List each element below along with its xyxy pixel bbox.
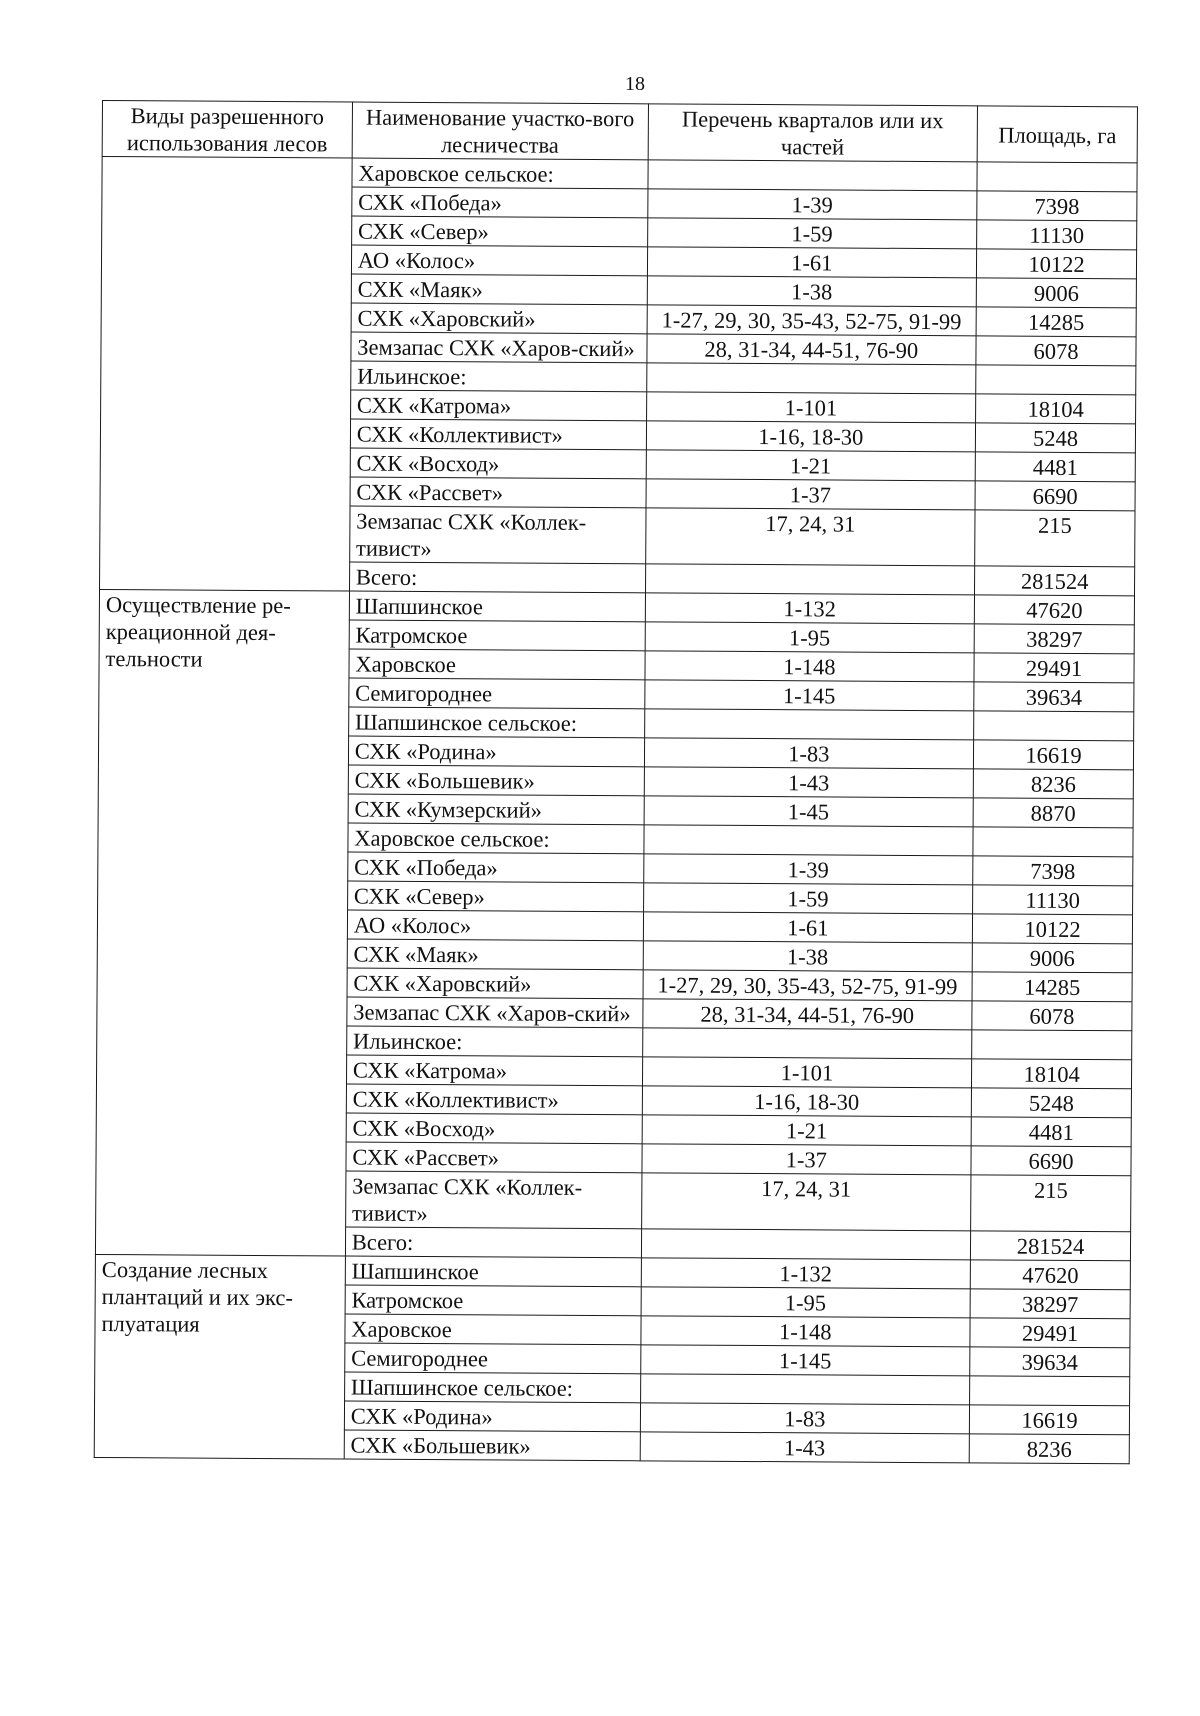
quarters-cell: 1-38 xyxy=(643,941,973,972)
quarters-cell: 1-148 xyxy=(645,651,975,682)
area-cell: 14285 xyxy=(976,307,1136,337)
quarters-cell: 1-45 xyxy=(644,796,974,827)
forestry-name-cell: Харовское xyxy=(349,649,645,680)
forestry-name-cell: Шапшинское сельское: xyxy=(344,1372,640,1403)
area-cell: 29491 xyxy=(970,1318,1130,1348)
quarters-cell: 1-21 xyxy=(642,1115,972,1146)
forestry-name-cell: Харовское xyxy=(345,1314,641,1345)
area-cell: 5248 xyxy=(971,1088,1131,1118)
forestry-name-cell: Земзапас СХК «Харов-ский» xyxy=(351,332,647,363)
forestry-name-cell: СХК «Победа» xyxy=(348,852,644,883)
forestry-name-cell: СХК «Родина» xyxy=(344,1401,640,1432)
area-cell: 29491 xyxy=(974,653,1134,683)
quarters-cell: 28, 31-34, 44-51, 76-90 xyxy=(642,999,972,1030)
area-cell: 38297 xyxy=(974,624,1134,654)
quarters-cell: 1-95 xyxy=(641,1287,971,1318)
area-cell: 18104 xyxy=(976,394,1136,424)
forestry-name-cell: СХК «Победа» xyxy=(352,187,648,218)
area-cell xyxy=(974,711,1134,741)
area-cell xyxy=(970,1376,1130,1406)
quarters-cell xyxy=(640,1374,970,1405)
quarters-cell: 1-27, 29, 30, 35-43, 52-75, 91-99 xyxy=(647,305,977,336)
forestry-name-cell: СХК «Большевик» xyxy=(344,1430,640,1461)
quarters-cell xyxy=(645,564,975,595)
forestry-name-cell: АО «Колос» xyxy=(347,910,643,941)
quarters-cell: 1-43 xyxy=(640,1432,970,1463)
area-cell: 5248 xyxy=(975,423,1135,453)
area-cell: 7398 xyxy=(977,191,1137,221)
forestry-name-cell: Всего: xyxy=(345,1227,641,1258)
area-cell: 4481 xyxy=(975,452,1135,482)
forestry-name-cell: СХК «Харовский» xyxy=(347,968,643,999)
header-area: Площадь, га xyxy=(977,106,1137,163)
area-cell: 281524 xyxy=(975,566,1135,596)
forestry-name-cell: СХК «Маяк» xyxy=(351,274,647,305)
table-row xyxy=(99,589,1134,624)
use-type-cell: Создание лесных плантаций и их экс-плуатация xyxy=(94,1254,345,1459)
quarters-cell: 1-21 xyxy=(646,450,976,481)
area-cell: 47620 xyxy=(970,1260,1130,1290)
header-use-type: Виды разрешенного использования лесов xyxy=(102,101,352,159)
page-number: 18 xyxy=(625,73,645,95)
area-cell xyxy=(973,827,1133,857)
forestry-name-cell: Шапшинское сельское: xyxy=(348,707,644,738)
table-body xyxy=(94,157,1137,1464)
area-cell: 14285 xyxy=(972,972,1132,1002)
table-row xyxy=(102,157,1137,192)
quarters-cell: 1-132 xyxy=(641,1258,971,1289)
table-header-row xyxy=(102,101,1137,163)
forestry-name-cell: Катромское xyxy=(345,1285,641,1316)
area-cell: 16619 xyxy=(974,740,1134,770)
area-cell: 281524 xyxy=(971,1231,1131,1261)
quarters-cell: 17, 24, 31 xyxy=(641,1173,971,1231)
header-forestry-name: Наименование участко-вого лесничества xyxy=(352,102,648,160)
quarters-cell xyxy=(648,160,978,191)
area-cell: 9006 xyxy=(972,943,1132,973)
forestry-name-cell: Катромское xyxy=(349,620,645,651)
area-cell: 10122 xyxy=(977,249,1137,279)
quarters-cell: 1-27, 29, 30, 35-43, 52-75, 91-99 xyxy=(643,970,973,1001)
forestry-name-cell: Ильинское: xyxy=(346,1026,642,1057)
quarters-cell: 1-59 xyxy=(643,883,973,914)
area-cell xyxy=(977,162,1137,192)
area-cell: 8236 xyxy=(973,769,1133,799)
forestry-name-cell: АО «Колос» xyxy=(351,245,647,276)
quarters-cell xyxy=(642,1028,972,1059)
forestry-name-cell: СХК «Большевик» xyxy=(348,765,644,796)
forestry-name-cell: СХК «Харовский» xyxy=(351,303,647,334)
forestry-name-cell: СХК «Родина» xyxy=(348,736,644,767)
area-cell: 39634 xyxy=(974,682,1134,712)
area-cell: 16619 xyxy=(969,1405,1129,1435)
quarters-cell: 1-83 xyxy=(644,738,974,769)
quarters-cell xyxy=(641,1229,971,1260)
area-cell: 8236 xyxy=(969,1434,1129,1464)
forestry-name-cell: СХК «Восход» xyxy=(346,1113,642,1144)
forestry-name-cell: СХК «Север» xyxy=(351,216,647,247)
forestry-name-cell: Шапшинское xyxy=(345,1256,641,1287)
forestry-name-cell: СХК «Коллективист» xyxy=(350,419,646,450)
quarters-cell: 1-132 xyxy=(645,593,975,624)
quarters-cell: 1-16, 18-30 xyxy=(646,421,976,452)
forestry-name-cell: Земзапас СХК «Коллек-тивист» xyxy=(349,506,645,564)
area-cell: 39634 xyxy=(970,1347,1130,1377)
use-type-cell: Осуществление ре-креационной дея-тельности xyxy=(95,589,349,1256)
quarters-cell: 1-145 xyxy=(644,680,974,711)
forestry-name-cell: Семигороднее xyxy=(349,678,645,709)
forestry-name-cell: СХК «Рассвет» xyxy=(346,1142,642,1173)
quarters-cell xyxy=(646,363,976,394)
forestry-name-cell: СХК «Север» xyxy=(347,881,643,912)
area-cell: 47620 xyxy=(974,595,1134,625)
quarters-cell: 1-95 xyxy=(645,622,975,653)
quarters-cell: 1-101 xyxy=(642,1057,972,1088)
quarters-cell: 28, 31-34, 44-51, 76-90 xyxy=(646,334,976,365)
area-cell: 6690 xyxy=(975,481,1135,511)
quarters-cell: 1-37 xyxy=(642,1144,972,1175)
quarters-cell: 1-39 xyxy=(643,854,973,885)
quarters-cell xyxy=(643,825,973,856)
forestry-name-cell: СХК «Коллективист» xyxy=(346,1084,642,1115)
quarters-cell: 17, 24, 31 xyxy=(645,508,975,566)
forestry-name-cell: Шапшинское xyxy=(349,591,645,622)
table-row xyxy=(95,1254,1130,1289)
forestry-name-cell: Всего: xyxy=(349,562,645,593)
quarters-cell: 1-101 xyxy=(646,392,976,423)
area-cell: 6690 xyxy=(971,1146,1131,1176)
forestry-name-cell: Семигороднее xyxy=(345,1343,641,1374)
quarters-cell xyxy=(644,709,974,740)
area-cell: 9006 xyxy=(976,278,1136,308)
area-cell: 11130 xyxy=(977,220,1137,250)
forest-use-table xyxy=(94,100,1138,1464)
forestry-name-cell: СХК «Катрома» xyxy=(346,1055,642,1086)
quarters-cell: 1-38 xyxy=(647,276,977,307)
quarters-cell: 1-148 xyxy=(640,1316,970,1347)
area-cell: 215 xyxy=(975,510,1135,567)
quarters-cell: 1-59 xyxy=(647,218,977,249)
quarters-cell: 1-61 xyxy=(647,247,977,278)
area-cell xyxy=(976,365,1136,395)
area-cell: 7398 xyxy=(973,856,1133,886)
area-cell: 215 xyxy=(971,1175,1131,1232)
area-cell: 38297 xyxy=(970,1289,1130,1319)
header-quarters: Перечень кварталов или их частей xyxy=(648,104,978,162)
forestry-name-cell: Харовское сельское: xyxy=(352,158,648,189)
quarters-cell: 1-39 xyxy=(647,189,977,220)
forestry-name-cell: Ильинское: xyxy=(351,361,647,392)
quarters-cell: 1-83 xyxy=(640,1403,970,1434)
forestry-name-cell: СХК «Кумзерский» xyxy=(348,794,644,825)
area-cell: 18104 xyxy=(972,1059,1132,1089)
area-cell: 6078 xyxy=(972,1001,1132,1031)
quarters-cell: 1-16, 18-30 xyxy=(642,1086,972,1117)
area-cell: 6078 xyxy=(976,336,1136,366)
area-cell: 8870 xyxy=(973,798,1133,828)
quarters-cell: 1-43 xyxy=(644,767,974,798)
forestry-name-cell: СХК «Катрома» xyxy=(350,390,646,421)
forestry-name-cell: СХК «Маяк» xyxy=(347,939,643,970)
forestry-name-cell: СХК «Восход» xyxy=(350,448,646,479)
area-cell: 4481 xyxy=(971,1117,1131,1147)
area-cell: 11130 xyxy=(973,885,1133,915)
use-type-cell xyxy=(100,157,352,592)
quarters-cell: 1-61 xyxy=(643,912,973,943)
forestry-name-cell: Земзапас СХК «Харов-ский» xyxy=(347,997,643,1028)
forestry-name-cell: Земзапас СХК «Коллек-тивист» xyxy=(345,1171,641,1229)
quarters-cell: 1-37 xyxy=(646,479,976,510)
area-cell xyxy=(972,1030,1132,1060)
quarters-cell: 1-145 xyxy=(640,1345,970,1376)
forestry-name-cell: СХК «Рассвет» xyxy=(350,477,646,508)
forestry-name-cell: Харовское сельское: xyxy=(348,823,644,854)
area-cell: 10122 xyxy=(972,914,1132,944)
